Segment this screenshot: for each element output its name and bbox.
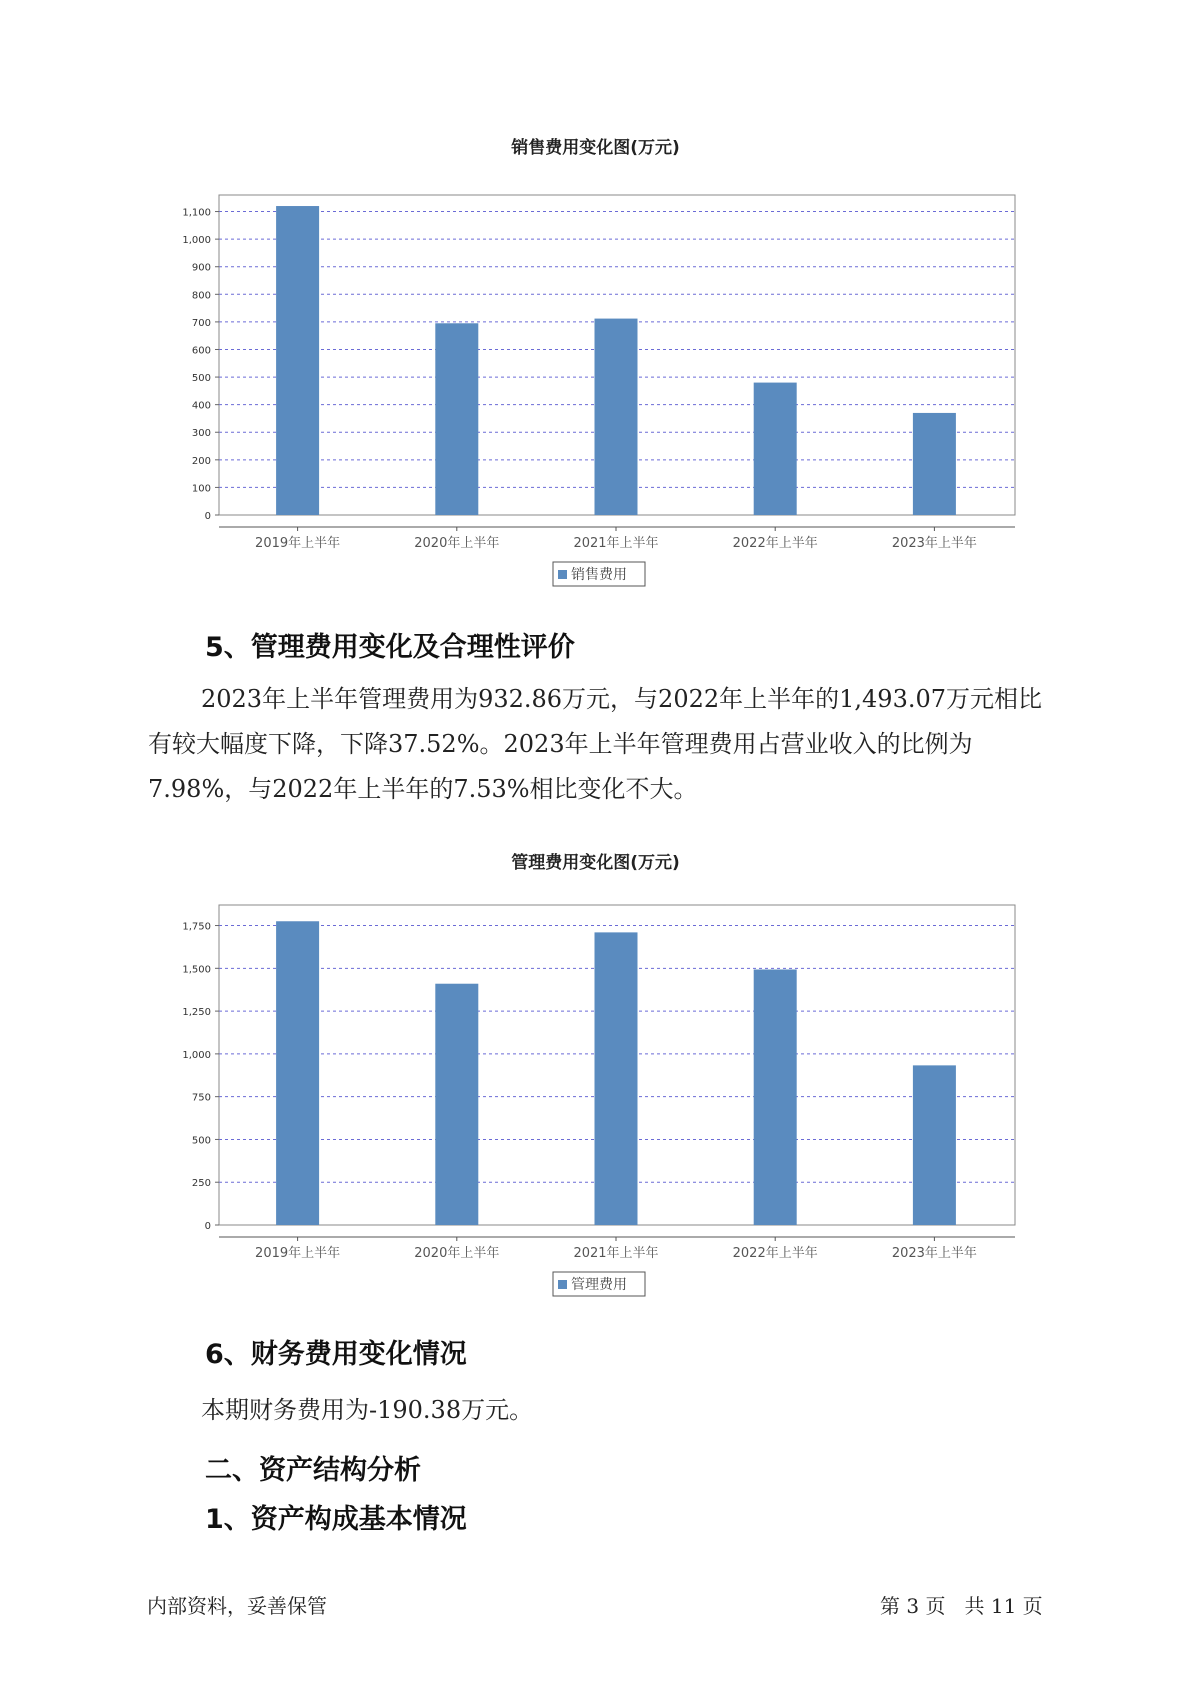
bar-2022年上半年 <box>754 970 797 1225</box>
section-5-paragraph: 2023年上半年管理费用为932.86万元，与2022年上半年的1,493.07万元相比有较大幅度下降，下降37.52%。2023年上半年管理费用占营业收入的比例为7.98%，与2022年上半年的7.53%相比变化不大。 <box>148 685 1043 803</box>
y-tick-label: 1,000 <box>182 235 211 247</box>
bar-2020年上半年 <box>435 984 478 1225</box>
sales-chart-title: 销售费用变化图(万元) <box>511 138 680 158</box>
section-6-heading: 6、财务费用变化情况 <box>205 1339 467 1370</box>
y-tick-label: 700 <box>191 317 211 329</box>
x-tick-label: 2022年上半年 <box>732 536 818 551</box>
section-6-paragraph: 本期财务费用为-190.38万元。 <box>201 1396 534 1424</box>
y-tick-label: 1,100 <box>182 207 211 219</box>
y-tick-label: 100 <box>191 483 211 495</box>
x-tick-label: 2020年上半年 <box>414 536 500 551</box>
y-tick-label: 800 <box>191 290 211 302</box>
x-tick-label: 2022年上半年 <box>732 1246 818 1261</box>
part-2-heading: 二、资产结构分析 <box>205 1455 421 1486</box>
legend-label: 管理费用 <box>571 1277 627 1293</box>
y-tick-label: 1,750 <box>182 921 211 933</box>
y-tick-label: 900 <box>191 262 211 274</box>
x-tick-label: 2023年上半年 <box>891 1246 977 1261</box>
legend-label: 销售费用 <box>571 567 627 583</box>
sales-expense-chart <box>0 170 1191 630</box>
admin-expense-chart <box>0 880 1191 1340</box>
bar-2019年上半年 <box>276 921 319 1225</box>
legend <box>553 562 645 586</box>
y-tick-label: 0 <box>204 511 211 522</box>
bar-2021年上半年 <box>595 932 638 1225</box>
x-tick-label: 2021年上半年 <box>573 1246 659 1261</box>
y-tick-label: 200 <box>191 455 211 467</box>
x-tick-label: 2019年上半年 <box>255 1246 341 1261</box>
y-tick-label: 1,500 <box>182 964 211 976</box>
x-tick-label: 2020年上半年 <box>414 1246 500 1261</box>
footer-page-number: 第 3 页 共 11 页 <box>880 1594 1043 1618</box>
y-tick-label: 1,250 <box>182 1007 211 1019</box>
bar-2019年上半年 <box>276 206 319 515</box>
section-5-heading: 5、管理费用变化及合理性评价 <box>205 632 575 663</box>
y-tick-label: 600 <box>191 345 211 357</box>
part-2-section-1-heading: 1、资产构成基本情况 <box>205 1504 467 1535</box>
legend-swatch <box>558 1280 567 1289</box>
x-tick-label: 2019年上半年 <box>255 536 341 551</box>
bar-2023年上半年 <box>913 413 956 515</box>
footer-confidential: 内部资料，妥善保管 <box>147 1594 327 1618</box>
y-tick-label: 400 <box>191 400 211 412</box>
admin-chart-title: 管理费用变化图(万元) <box>511 853 680 873</box>
y-tick-label: 500 <box>191 373 211 385</box>
y-tick-label: 500 <box>191 1135 211 1147</box>
bar-2023年上半年 <box>913 1065 956 1225</box>
legend <box>553 1272 645 1296</box>
y-tick-label: 300 <box>191 428 211 440</box>
y-tick-label: 750 <box>191 1092 211 1104</box>
legend-swatch <box>558 570 567 579</box>
x-tick-label: 2021年上半年 <box>573 536 659 551</box>
y-tick-label: 250 <box>191 1178 211 1190</box>
y-tick-label: 1,000 <box>182 1049 211 1061</box>
bar-2022年上半年 <box>754 383 797 515</box>
x-tick-label: 2023年上半年 <box>891 536 977 551</box>
bar-2021年上半年 <box>595 319 638 515</box>
y-tick-label: 0 <box>204 1221 211 1232</box>
bar-2020年上半年 <box>435 323 478 515</box>
